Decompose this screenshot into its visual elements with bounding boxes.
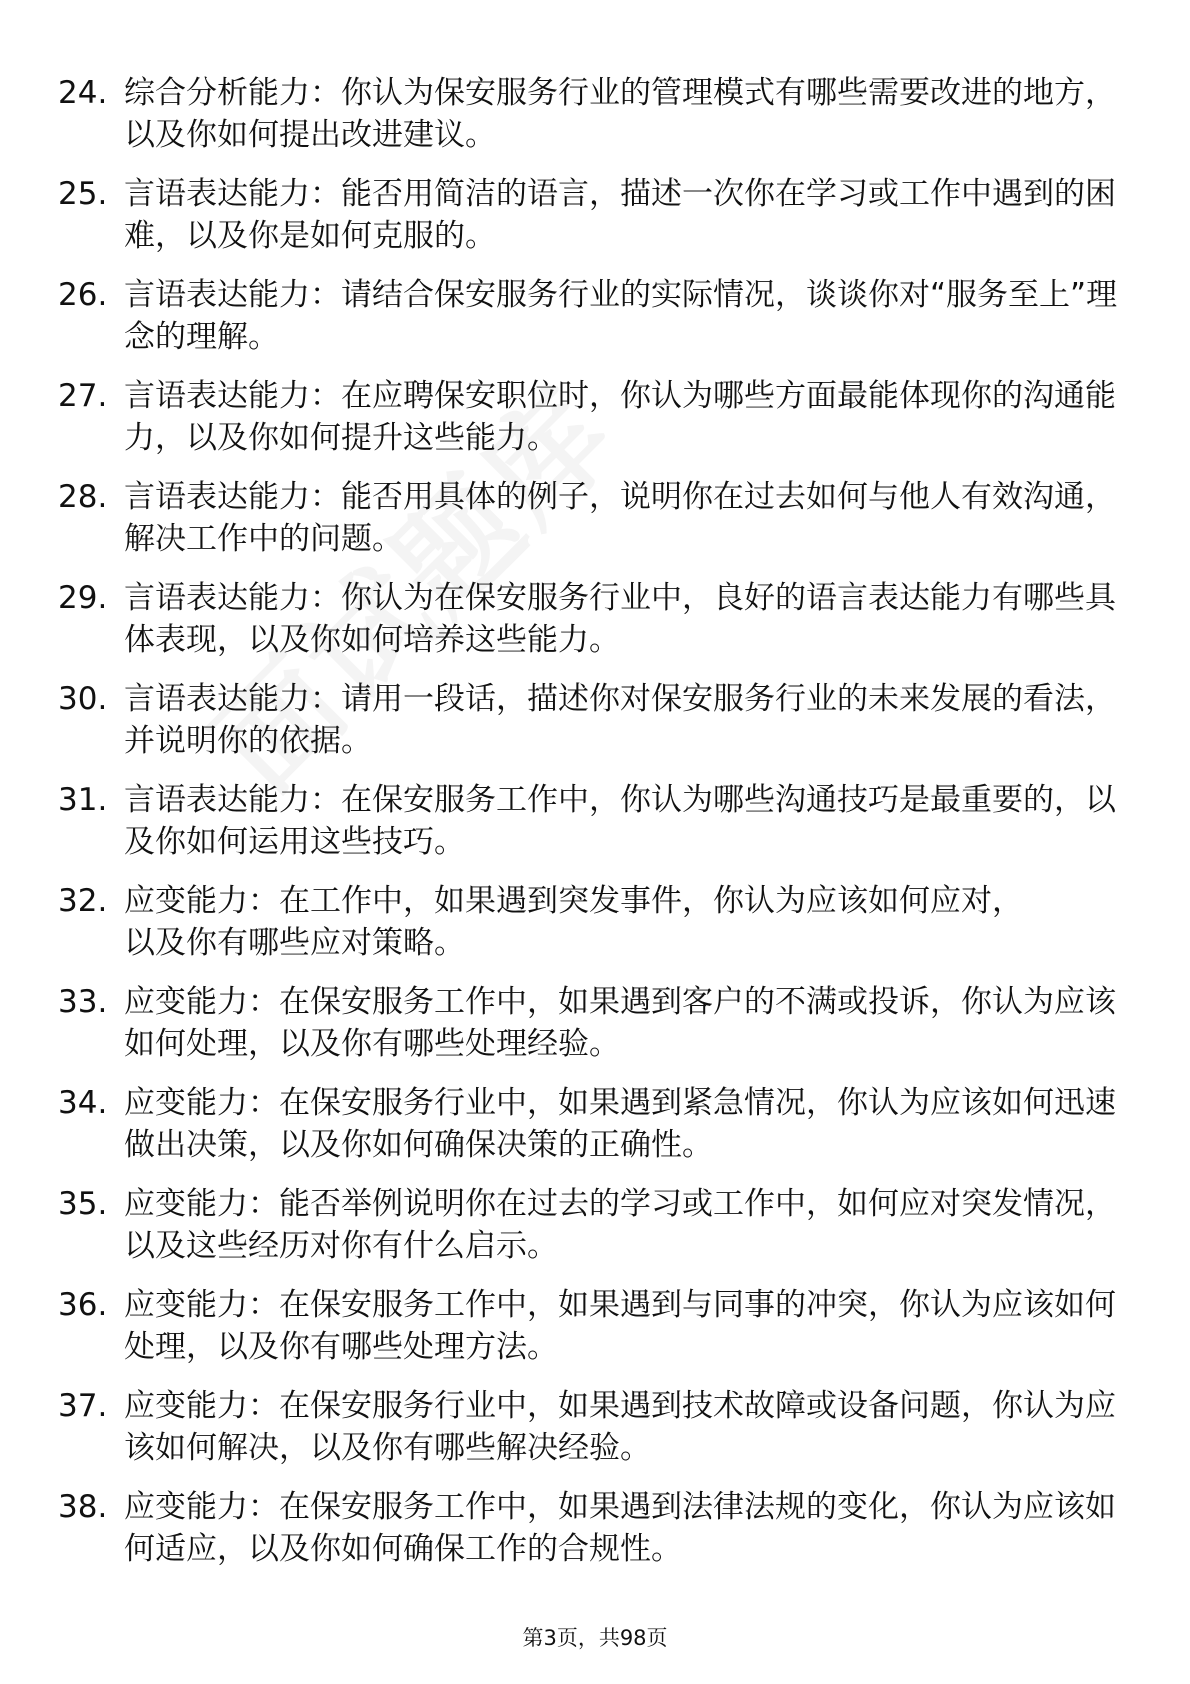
question-item xyxy=(58,981,1138,1082)
page-number-label: 第3页，共98页 xyxy=(522,1626,668,1650)
question-text: 言语表达能力：你认为在保安服务行业中，良好的语言表达能力有哪些具体表现，以及你如何培养这些能力。 xyxy=(124,580,1116,658)
question-item xyxy=(58,476,1138,577)
question-item xyxy=(58,1183,1138,1284)
question-item xyxy=(58,72,1138,173)
question-number: 32. xyxy=(58,883,108,919)
question-item xyxy=(58,1385,1138,1486)
question-number: 25. xyxy=(58,176,108,212)
question-number: 38. xyxy=(58,1489,108,1525)
question-text: 应变能力：在保安服务行业中，如果遇到紧急情况，你认为应该如何迅速做出决策，以及你如何确保决策的正确性。 xyxy=(124,1085,1116,1163)
question-text: 应变能力：在保安服务工作中，如果遇到法律法规的变化，你认为应该如何适应，以及你如何确保工作的合规性。 xyxy=(124,1489,1116,1567)
question-number: 31. xyxy=(58,782,108,818)
question-text: 言语表达能力：在保安服务工作中，你认为哪些沟通技巧是最重要的，以及你如何运用这些技巧。 xyxy=(124,782,1116,860)
question-text: 应变能力：在工作中，如果遇到突发事件，你认为应该如何应对，以及你有哪些应对策略。 xyxy=(124,883,1023,961)
question-text: 言语表达能力：请用一段话，描述你对保安服务行业的未来发展的看法，并说明你的依据。 xyxy=(124,681,1116,759)
question-item xyxy=(58,1082,1138,1183)
question-text: 应变能力：在保安服务行业中，如果遇到技术故障或设备问题，你认为应该如何解决，以及你有哪些解决经验。 xyxy=(124,1388,1116,1466)
question-number: 28. xyxy=(58,479,108,515)
question-item xyxy=(58,375,1138,476)
question-text: 应变能力：在保安服务工作中，如果遇到客户的不满或投诉，你认为应该如何处理，以及你有哪些处理经验。 xyxy=(124,984,1116,1062)
question-item xyxy=(58,1486,1138,1587)
question-item xyxy=(58,1284,1138,1385)
question-list xyxy=(58,72,1138,1587)
question-item xyxy=(58,880,1138,981)
question-text: 应变能力：能否举例说明你在过去的学习或工作中，如何应对突发情况，以及这些经历对你有什么启示。 xyxy=(124,1186,1116,1264)
question-text: 言语表达能力：请结合保安服务行业的实际情况，谈谈你对“服务至上”理念的理解。 xyxy=(124,277,1118,355)
question-text: 言语表达能力：能否用简洁的语言，描述一次你在学习或工作中遇到的困难，以及你是如何克服的。 xyxy=(124,176,1116,254)
question-item xyxy=(58,274,1138,375)
question-number: 26. xyxy=(58,277,108,313)
question-number: 34. xyxy=(58,1085,108,1121)
question-number: 27. xyxy=(58,378,108,414)
question-number: 37. xyxy=(58,1388,108,1424)
page-footer xyxy=(0,1624,1190,1652)
question-number: 33. xyxy=(58,984,108,1020)
question-text: 言语表达能力：能否用具体的例子，说明你在过去如何与他人有效沟通，解决工作中的问题。 xyxy=(124,479,1116,557)
question-item xyxy=(58,678,1138,779)
question-text: 言语表达能力：在应聘保安职位时，你认为哪些方面最能体现你的沟通能力，以及你如何提升这些能力。 xyxy=(124,378,1116,456)
question-number: 30. xyxy=(58,681,108,717)
question-item xyxy=(58,577,1138,678)
question-number: 29. xyxy=(58,580,108,616)
question-item xyxy=(58,779,1138,880)
question-text: 应变能力：在保安服务工作中，如果遇到与同事的冲突，你认为应该如何处理，以及你有哪些处理方法。 xyxy=(124,1287,1116,1365)
question-number: 24. xyxy=(58,75,108,111)
question-number: 36. xyxy=(58,1287,108,1323)
question-number: 35. xyxy=(58,1186,108,1222)
question-text: 综合分析能力：你认为保安服务行业的管理模式有哪些需要改进的地方，以及你如何提出改进建议。 xyxy=(124,75,1116,153)
question-item xyxy=(58,173,1138,274)
